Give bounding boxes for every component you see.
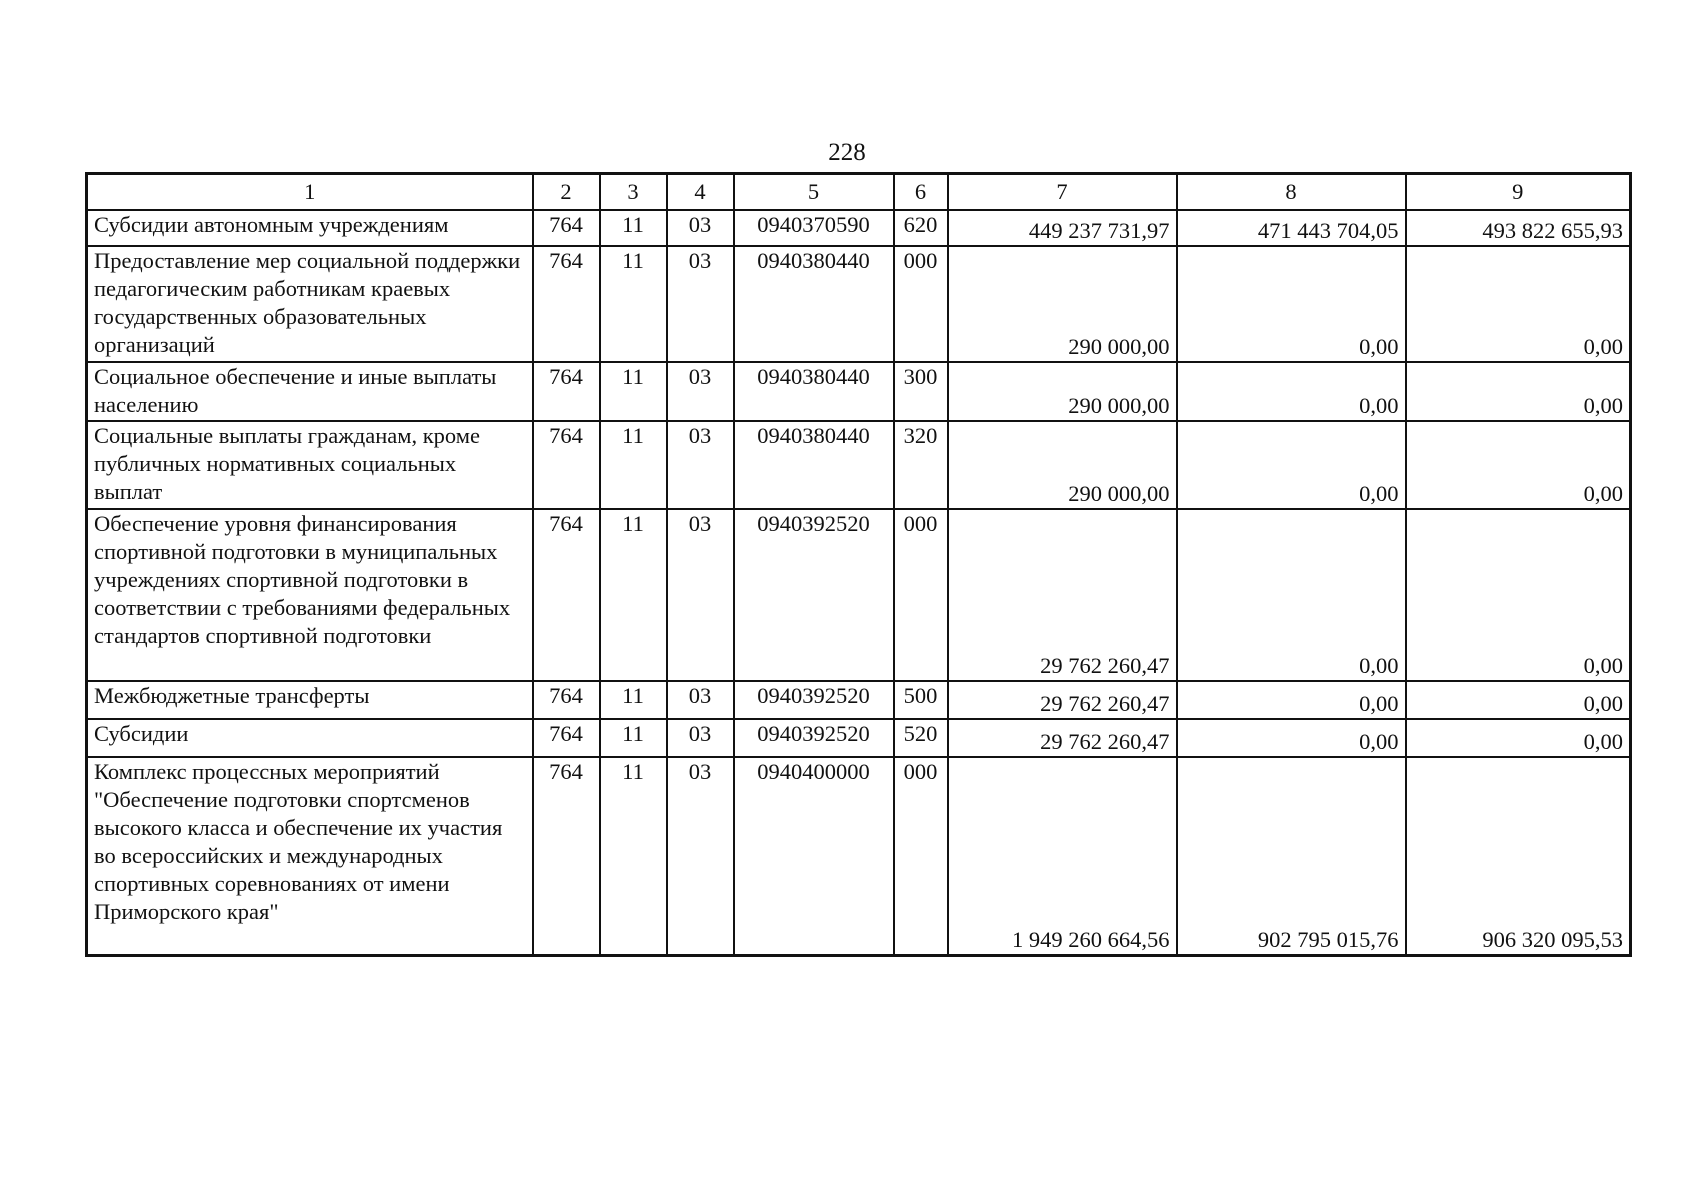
header-cell: 4 bbox=[667, 174, 734, 211]
expense-type-code: 620 bbox=[894, 210, 948, 246]
expense-type-code: 520 bbox=[894, 719, 948, 757]
amount-col7: 29 762 260,47 bbox=[948, 719, 1177, 757]
section-code: 11 bbox=[600, 681, 667, 719]
ministry-code: 764 bbox=[533, 246, 600, 362]
target-article-code: 0940400000 bbox=[734, 757, 894, 955]
table-header-row bbox=[87, 174, 1631, 211]
amount-col8: 0,00 bbox=[1177, 421, 1406, 509]
header-cell: 5 bbox=[734, 174, 894, 211]
amount-col8: 471 443 704,05 bbox=[1177, 210, 1406, 246]
amount-col7: 29 762 260,47 bbox=[948, 681, 1177, 719]
subsection-code: 03 bbox=[667, 757, 734, 955]
amount-col9: 0,00 bbox=[1406, 681, 1631, 719]
page-number: 228 bbox=[828, 139, 866, 166]
subsection-code: 03 bbox=[667, 509, 734, 681]
item-name: Социальные выплаты гражданам, кроме публичных нормативных социальных выплат bbox=[87, 421, 533, 509]
amount-col9: 0,00 bbox=[1406, 421, 1631, 509]
subsection-code: 03 bbox=[667, 681, 734, 719]
item-name: Обеспечение уровня финансирования спортивной подготовки в муниципальных учреждениях спортивной подготовки в соответствии с требованиями федеральных стандартов спортивной подготовки bbox=[87, 509, 533, 681]
table-row bbox=[87, 757, 1631, 955]
item-name: Субсидии автономным учреждениям bbox=[87, 210, 533, 246]
expense-type-code: 320 bbox=[894, 421, 948, 509]
item-name: Предоставление мер социальной поддержки педагогическим работникам краевых государственных образовательных организаций bbox=[87, 246, 533, 362]
section-code: 11 bbox=[600, 719, 667, 757]
ministry-code: 764 bbox=[533, 210, 600, 246]
amount-col8: 0,00 bbox=[1177, 246, 1406, 362]
header-cell: 9 bbox=[1406, 174, 1631, 211]
subsection-code: 03 bbox=[667, 246, 734, 362]
amount-col9: 0,00 bbox=[1406, 246, 1631, 362]
amount-col8: 0,00 bbox=[1177, 362, 1406, 421]
target-article-code: 0940380440 bbox=[734, 421, 894, 509]
ministry-code: 764 bbox=[533, 421, 600, 509]
amount-col9: 0,00 bbox=[1406, 509, 1631, 681]
subsection-code: 03 bbox=[667, 719, 734, 757]
target-article-code: 0940392520 bbox=[734, 681, 894, 719]
table-row bbox=[87, 509, 1631, 681]
section-code: 11 bbox=[600, 210, 667, 246]
item-name: Социальное обеспечение и иные выплаты населению bbox=[87, 362, 533, 421]
amount-col7: 29 762 260,47 bbox=[948, 509, 1177, 681]
budget-table bbox=[85, 172, 1632, 957]
subsection-code: 03 bbox=[667, 421, 734, 509]
table-row bbox=[87, 362, 1631, 421]
section-code: 11 bbox=[600, 246, 667, 362]
ministry-code: 764 bbox=[533, 719, 600, 757]
table-row bbox=[87, 421, 1631, 509]
header-cell: 3 bbox=[600, 174, 667, 211]
table-row bbox=[87, 210, 1631, 246]
table-row bbox=[87, 681, 1631, 719]
header-cell: 1 bbox=[87, 174, 533, 211]
target-article-code: 0940370590 bbox=[734, 210, 894, 246]
expense-type-code: 000 bbox=[894, 509, 948, 681]
amount-col9: 0,00 bbox=[1406, 719, 1631, 757]
amount-col8: 0,00 bbox=[1177, 719, 1406, 757]
ministry-code: 764 bbox=[533, 681, 600, 719]
target-article-code: 0940380440 bbox=[734, 246, 894, 362]
header-cell: 8 bbox=[1177, 174, 1406, 211]
section-code: 11 bbox=[600, 421, 667, 509]
subsection-code: 03 bbox=[667, 210, 734, 246]
expense-type-code: 000 bbox=[894, 246, 948, 362]
target-article-code: 0940392520 bbox=[734, 509, 894, 681]
item-name: Межбюджетные трансферты bbox=[87, 681, 533, 719]
amount-col7: 449 237 731,97 bbox=[948, 210, 1177, 246]
amount-col8: 0,00 bbox=[1177, 509, 1406, 681]
table-row bbox=[87, 719, 1631, 757]
subsection-code: 03 bbox=[667, 362, 734, 421]
expense-type-code: 500 bbox=[894, 681, 948, 719]
header-cell: 2 bbox=[533, 174, 600, 211]
target-article-code: 0940392520 bbox=[734, 719, 894, 757]
header-cell: 7 bbox=[948, 174, 1177, 211]
amount-col7: 290 000,00 bbox=[948, 362, 1177, 421]
expense-type-code: 300 bbox=[894, 362, 948, 421]
amount-col8: 0,00 bbox=[1177, 681, 1406, 719]
amount-col9: 0,00 bbox=[1406, 362, 1631, 421]
section-code: 11 bbox=[600, 509, 667, 681]
amount-col8: 902 795 015,76 bbox=[1177, 757, 1406, 955]
expense-type-code: 000 bbox=[894, 757, 948, 955]
ministry-code: 764 bbox=[533, 509, 600, 681]
amount-col7: 290 000,00 bbox=[948, 421, 1177, 509]
section-code: 11 bbox=[600, 757, 667, 955]
item-name: Субсидии bbox=[87, 719, 533, 757]
item-name: Комплекс процессных мероприятий "Обеспечение подготовки спортсменов высокого класса и обеспечение их участия во всероссийских и международных спортивных соревнованиях от имени Приморского края" bbox=[87, 757, 533, 955]
amount-col7: 290 000,00 bbox=[948, 246, 1177, 362]
amount-col9: 906 320 095,53 bbox=[1406, 757, 1631, 955]
table-row bbox=[87, 246, 1631, 362]
section-code: 11 bbox=[600, 362, 667, 421]
amount-col7: 1 949 260 664,56 bbox=[948, 757, 1177, 955]
header-cell: 6 bbox=[894, 174, 948, 211]
ministry-code: 764 bbox=[533, 757, 600, 955]
amount-col9: 493 822 655,93 bbox=[1406, 210, 1631, 246]
target-article-code: 0940380440 bbox=[734, 362, 894, 421]
ministry-code: 764 bbox=[533, 362, 600, 421]
